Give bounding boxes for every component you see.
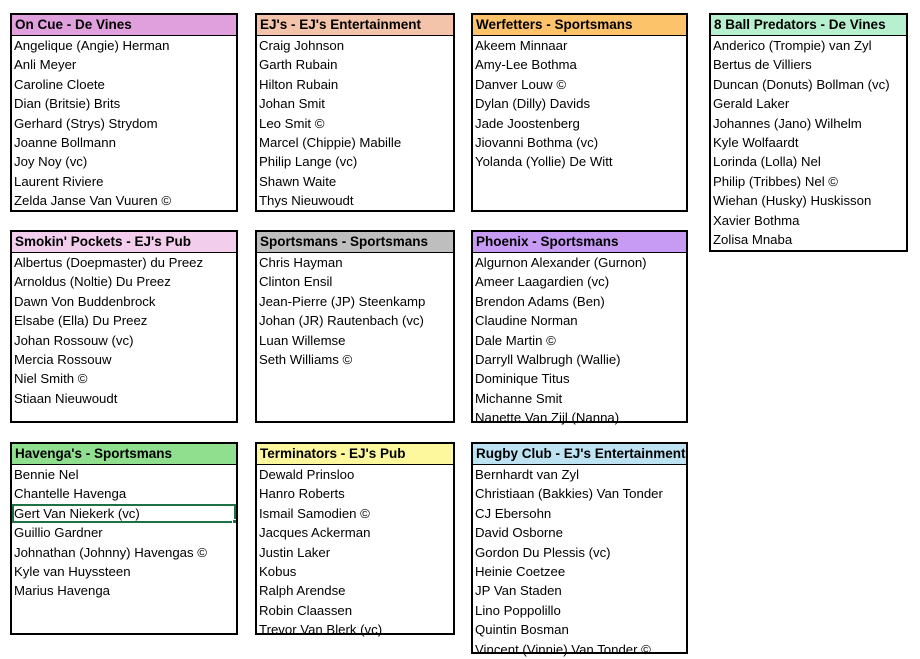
player-cell[interactable]: Bennie Nel xyxy=(14,467,79,482)
player-cell[interactable]: Mercia Rossouw xyxy=(14,351,112,367)
player-cell[interactable]: Ameer Laagardien (vc) xyxy=(475,274,610,290)
team-table xyxy=(255,13,455,212)
player-cell[interactable]: Jiovanni Bothma (vc) xyxy=(475,134,599,150)
player-cell[interactable]: Dylan (Dilly) Davids xyxy=(475,96,591,112)
team-table xyxy=(471,230,688,426)
team-header-cell[interactable]: Havenga's - Sportsmans xyxy=(12,444,236,465)
player-cell[interactable]: Trevor Van Blerk (vc) xyxy=(259,622,383,638)
player-cell[interactable]: Philip Lange (vc) xyxy=(259,154,358,170)
player-cell[interactable]: Luan Willemse xyxy=(259,332,346,348)
player-cell[interactable]: Danver Louw © xyxy=(475,76,567,92)
player-cell[interactable]: Guillio Gardner xyxy=(14,525,103,541)
player-cell[interactable]: Nanette Van Zijl (Nanna) xyxy=(475,410,620,426)
player-cell[interactable]: Johan Smit xyxy=(259,96,325,112)
team-table xyxy=(471,442,688,657)
player-cell[interactable]: Claudine Norman xyxy=(475,313,578,329)
player-cell[interactable]: Shawn Waite xyxy=(259,173,337,189)
player-cell[interactable]: Lino Poppolillo xyxy=(475,602,561,618)
player-cell[interactable]: Wiehan (Husky) Huskisson xyxy=(713,193,872,209)
player-cell[interactable]: Anli Meyer xyxy=(14,57,77,73)
player-cell[interactable]: Algurnon Alexander (Gurnon) xyxy=(475,255,647,270)
player-cell[interactable]: Vincent (Vinnie) Van Tonder © xyxy=(475,641,651,657)
player-cell[interactable]: Johan (JR) Rautenbach (vc) xyxy=(259,313,424,329)
team-table xyxy=(471,13,688,212)
player-cell[interactable]: Chris Hayman xyxy=(259,255,343,270)
team-header-cell[interactable]: Sportsmans - Sportsmans xyxy=(257,232,453,253)
player-cell[interactable]: Ralph Arendse xyxy=(259,583,346,599)
player-cell[interactable]: Dawn Von Buddenbrock xyxy=(14,293,156,309)
player-cell[interactable]: Dale Martin © xyxy=(475,332,556,348)
player-cell[interactable]: Johnathan (Johnny) Havengas © xyxy=(14,544,207,560)
player-cell[interactable]: Leo Smit © xyxy=(259,115,325,131)
team-table xyxy=(10,442,238,635)
player-cell[interactable]: Jean-Pierre (JP) Steenkamp xyxy=(259,293,426,309)
player-cell[interactable]: JP Van Staden xyxy=(475,583,562,599)
player-cell[interactable]: Kobus xyxy=(259,563,297,579)
player-cell[interactable]: David Osborne xyxy=(475,525,563,541)
player-cell[interactable]: Xavier Bothma xyxy=(713,212,800,228)
team-table xyxy=(10,13,238,212)
player-cell[interactable]: Philip (Tribbes) Nel © xyxy=(713,173,839,189)
player-cell[interactable]: Albertus (Doepmaster) du Preez xyxy=(14,255,204,270)
player-cell[interactable]: Lorinda (Lolla) Nel xyxy=(713,154,821,170)
player-cell[interactable]: Angelique (Angie) Herman xyxy=(14,38,170,53)
team-table xyxy=(255,442,455,638)
player-cell[interactable]: Garth Rubain xyxy=(259,57,338,73)
player-cell[interactable]: Caroline Cloete xyxy=(14,76,105,92)
team-header-cell[interactable]: Phoenix - Sportsmans xyxy=(473,232,686,253)
team-header-cell[interactable]: 8 Ball Predators - De Vines xyxy=(711,15,906,36)
player-cell[interactable]: Hanro Roberts xyxy=(259,486,345,502)
player-cell[interactable]: Michanne Smit xyxy=(475,390,563,406)
player-cell[interactable]: Joanne Bollmann xyxy=(14,134,116,150)
player-cell[interactable]: Yolanda (Yollie) De Witt xyxy=(475,154,613,170)
player-cell[interactable]: Jacques Ackerman xyxy=(259,525,371,541)
player-cell[interactable]: Hilton Rubain xyxy=(259,76,339,92)
team-header-cell[interactable]: Werfetters - Sportsmans xyxy=(473,15,686,36)
player-cell[interactable]: Heinie Coetzee xyxy=(475,563,566,579)
player-cell[interactable]: Elsabe (Ella) Du Preez xyxy=(14,313,148,329)
player-cell[interactable]: Kyle van Huyssteen xyxy=(14,563,131,579)
selected-player-cell[interactable]: Gert Van Niekerk (vc) xyxy=(12,504,236,523)
player-cell[interactable]: Marius Havenga xyxy=(14,583,111,599)
player-cell[interactable]: Kyle Wolfaardt xyxy=(713,134,799,150)
player-cell[interactable]: Dewald Prinsloo xyxy=(259,467,355,482)
player-cell[interactable]: Duncan (Donuts) Bollman (vc) xyxy=(713,76,890,92)
player-cell[interactable]: Johan Rossouw (vc) xyxy=(14,332,134,348)
player-cell[interactable]: Anderico (Trompie) van Zyl xyxy=(713,38,872,53)
player-cell[interactable]: Arnoldus (Noltie) Du Preez xyxy=(14,274,171,290)
team-table xyxy=(10,230,238,423)
team-header-cell[interactable]: On Cue - De Vines xyxy=(12,15,236,36)
player-cell[interactable]: Thys Nieuwoudt xyxy=(259,193,354,209)
player-cell[interactable]: Stiaan Nieuwoudt xyxy=(14,390,118,406)
player-cell[interactable]: Dian (Britsie) Brits xyxy=(14,96,121,112)
player-cell[interactable]: Gerald Laker xyxy=(713,96,790,112)
player-cell[interactable]: Seth Williams © xyxy=(259,351,353,367)
player-cell[interactable]: Amy-Lee Bothma xyxy=(475,57,577,73)
player-cell[interactable]: Bertus de Villiers xyxy=(713,57,812,73)
team-table xyxy=(255,230,455,423)
player-cell[interactable]: Craig Johnson xyxy=(259,38,345,53)
player-cell[interactable]: Bernhardt van Zyl xyxy=(475,467,580,482)
player-cell[interactable]: Jade Joostenberg xyxy=(475,115,580,131)
player-cell[interactable]: Niel Smith © xyxy=(14,371,88,387)
player-cell[interactable]: Zelda Janse Van Vuuren © xyxy=(14,193,172,209)
player-cell[interactable]: Gerhard (Strys) Strydom xyxy=(14,115,158,131)
player-cell[interactable]: Brendon Adams (Ben) xyxy=(475,293,605,309)
player-cell[interactable]: Akeem Minnaar xyxy=(475,38,568,53)
team-header-cell[interactable]: EJ's - EJ's Entertainment xyxy=(257,15,453,36)
player-cell[interactable]: CJ Ebersohn xyxy=(475,505,552,521)
player-cell[interactable]: Marcel (Chippie) Mabille xyxy=(259,134,402,150)
team-header-cell[interactable]: Smokin' Pockets - EJ's Pub xyxy=(12,232,236,253)
player-cell[interactable]: Johannes (Jano) Wilhelm xyxy=(713,115,862,131)
player-cell[interactable]: Clinton Ensil xyxy=(259,274,333,290)
team-header-cell[interactable]: Rugby Club - EJ's Entertainment xyxy=(473,444,686,465)
player-cell[interactable]: Quintin Bosman xyxy=(475,622,569,638)
player-cell[interactable]: Joy Noy (vc) xyxy=(14,154,88,170)
player-cell[interactable]: Laurent Riviere xyxy=(14,173,104,189)
player-cell[interactable]: Darryll Walbrugh (Wallie) xyxy=(475,351,621,367)
player-cell[interactable]: Justin Laker xyxy=(259,544,331,560)
team-table xyxy=(709,13,908,252)
player-cell[interactable]: Zolisa Mnaba xyxy=(713,231,793,247)
team-header-cell[interactable]: Terminators - EJ's Pub xyxy=(257,444,453,465)
player-cell[interactable]: Dominique Titus xyxy=(475,371,570,387)
player-cell[interactable]: Ismail Samodien © xyxy=(259,505,370,521)
player-cell[interactable]: Gordon Du Plessis (vc) xyxy=(475,544,611,560)
player-cell[interactable]: Robin Claassen xyxy=(259,602,353,618)
player-cell[interactable]: Chantelle Havenga xyxy=(14,486,127,502)
player-cell[interactable]: Christiaan (Bakkies) Van Tonder xyxy=(475,486,663,502)
